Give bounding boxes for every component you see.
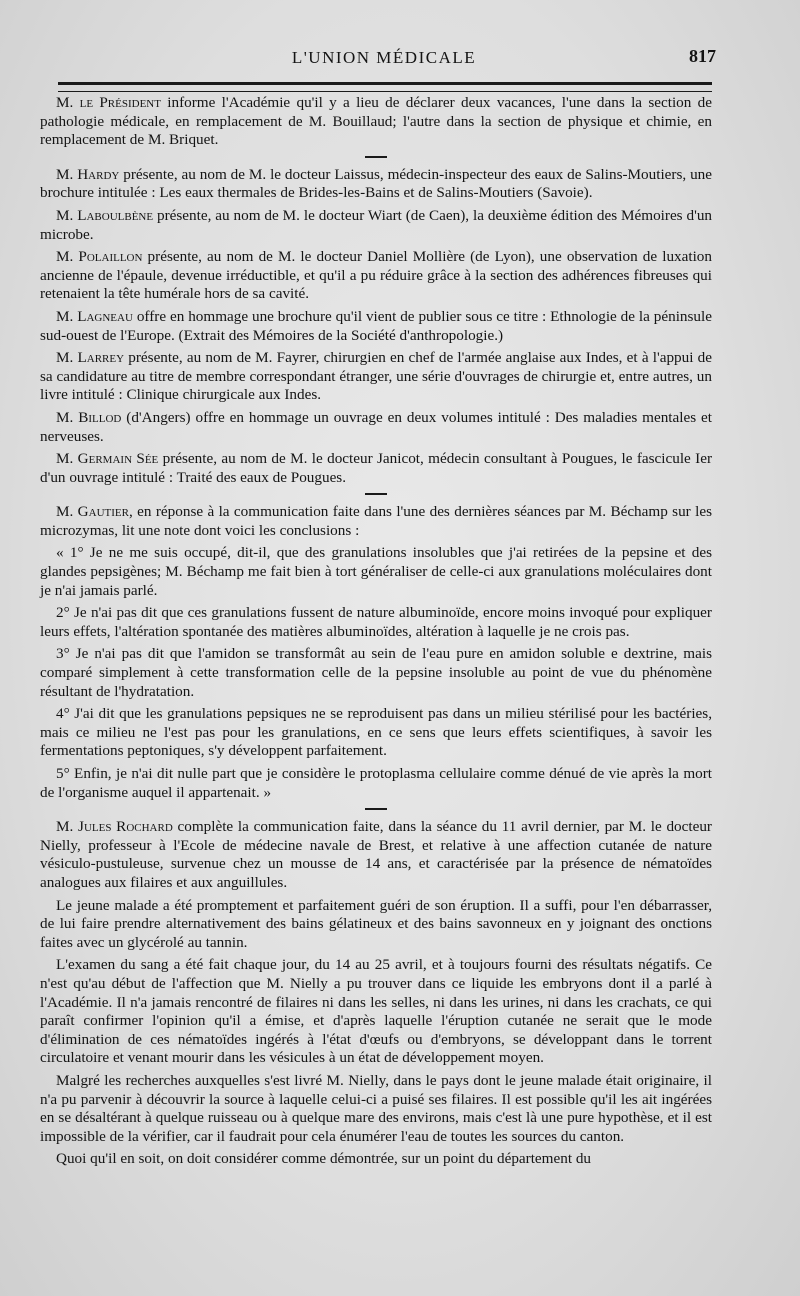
paragraph-text: présente, au nom de M. le docteur Daniel Mollière (de Lyon), une observation de luxation ancienne de l'épaule, devenue irréductible, et qu'il a pu réduire grâce à la section des adhérences fibreuses qui retenaient la tête humérale hors de sa cavité. (40, 248, 712, 303)
paragraph (40, 544, 712, 600)
paragraph-text: (d'Angers) offre en hommage un ouvrage en deux volumes intitulé : Des maladies mentales et nerveuses. (40, 408, 713, 445)
speaker-name: M. Jules Rochard (56, 818, 173, 836)
paragraph (40, 248, 712, 304)
paragraph (40, 1072, 712, 1146)
paragraph-text: complète la communication faite, dans la séance du 11 avril dernier, par M. le docteur Nielly, professeur à l'Ecole de médecine navale de Brest, et relative à une affection cutanée de nature vésiculo-pustuleuse, survenue chez un mousse de 14 ans, et caractérisée par la présence de nématoïdes analogues aux filaires et aux anguillules. (40, 818, 712, 891)
paragraph (40, 450, 712, 487)
paragraph (40, 503, 712, 540)
speaker-name: M. Gautier (56, 503, 129, 521)
speaker-name: M. Hardy (56, 165, 120, 183)
paragraph (40, 409, 712, 446)
speaker-name: M. Larrey (56, 349, 125, 367)
article-body (40, 94, 712, 1173)
separator-rule (365, 808, 387, 810)
paragraph (40, 818, 712, 892)
paragraph (40, 94, 712, 150)
paragraph-text: « 1° Je ne me suis occupé, dit-il, que des granulations insolubles que j'ai retirées de la pepsine et des glandes pepsigènes; M. Béchamp me fait bien à tort généraliser de celle-ci aux granulations moléculaires dont je n'ai jamais parlé. (40, 544, 712, 599)
paragraph (40, 765, 712, 802)
paragraph (40, 645, 712, 701)
paragraph (40, 1150, 712, 1169)
speaker-name: M. Billod (56, 408, 122, 426)
paragraph-text: informe l'Académie qu'il y a lieu de déclarer deux vacances, l'une dans la section de pathologie médicale, en remplacement de M. Bouillaud; l'autre dans la section de physique et chimie, en remplacement de M. Briquet. (40, 94, 712, 149)
speaker-name: M. Germain Sée (56, 450, 159, 468)
page-number: 817 (689, 46, 716, 66)
paragraph-text: présente, au nom de M. le docteur Wiart (de Caen), la deuxième édition des Mémoires d'un microbe. (40, 206, 713, 243)
separator-rule (365, 493, 387, 495)
paragraph-text: L'examen du sang a été fait chaque jour, du 14 au 25 avril, et à toujours fourni des résultats négatifs. Ce n'est qu'au début de l'affection que M. Nielly a pu trouver dans ce liquide les embryons dont il a parlé à l'Académie. Il n'a jamais rencontré de filaires ni dans les selles, ni dans les urines, ni dans les crachats, ce qui paraît confirmer l'opinion qu'il a émise, et d'après laquelle l'éruption cutanée ne serait que le mode d'élimination de ces nématoïdes ingérés à l'état d'œufs ou d'embryons, se développant dans le torrent circulatoire et venant mourir dans les vésicules à un état de développement moyen. (40, 956, 712, 1067)
speaker-name: M. le Président (56, 94, 161, 111)
paragraph-text: Le jeune malade a été promptement et parfaitement guéri de son éruption. Il a suffi, pour l'en débarrasser, de lui faire prendre alternativement des bains gélatineux et des bains savonneux en y joignant des onctions faites avec un glycérolé au tannin. (40, 896, 712, 951)
speaker-name: M. Laboulbène (56, 206, 154, 224)
speaker-name: M. Polaillon (56, 248, 143, 266)
paragraph-text: présente, au nom de M. Fayrer, chirurgien en chef de l'armée anglaise aux Indes, et à l'appui de sa candidature au titre de membre correspondant étranger, une série d'ouvrages de chirurgie et, entre autres, un livre intitulé : Clinique chirurgicale aux Indes. (40, 349, 712, 404)
page-header (58, 46, 716, 76)
paragraph (40, 604, 712, 641)
paragraph-text: 3° Je n'ai pas dit que l'amidon se transformât au sein de l'eau pure en amidon soluble e dextrine, mais comparé simplement à cette transformation celle de la pepsine insoluble au point de vue du phénomène résultant de l'hydratation. (40, 645, 712, 700)
paragraph-text: Quoi qu'il en soit, on doit considérer comme démontrée, sur un point du département du (56, 1150, 592, 1168)
paragraph (40, 308, 712, 345)
paragraph (40, 705, 712, 761)
running-head: L'UNION MÉDICALE (291, 48, 477, 67)
header-rule (58, 82, 712, 92)
paragraph-text: 2° Je n'ai pas dit que ces granulations fussent de nature albuminoïde, encore moins invoqué pour expliquer leurs effets, l'altération spontanée des matières albuminoïdes, altération à laquelle je ne crois pas. (40, 604, 712, 640)
paragraph (40, 166, 712, 203)
paragraph-text: , en réponse à la communication faite dans l'une des dernières séances par M. Béchamp sur les microzymas, lit une note dont voici les conclusions : (40, 503, 712, 539)
paragraph (40, 956, 712, 1068)
paragraph-text: 5° Enfin, je n'ai dit nulle part que je considère le protoplasma cellulaire comme dénué de vie après la mort de l'organisme auquel il appartenait. » (40, 765, 712, 801)
speaker-name: M. Lagneau (56, 307, 133, 325)
separator-rule (365, 156, 387, 158)
paragraph (40, 349, 712, 405)
paragraph-text: présente, au nom de M. le docteur Janicot, médecin consultant à Pougues, le fascicule Ier d'un ouvrage intitulé : Traité des eaux de Pougues. (40, 450, 712, 486)
paragraph-text: 4° J'ai dit que les granulations pepsiques ne se reproduisent pas dans un milieu stérilisé pour les bactéries, mais ce milieu ne l'est pas pour les granulations, en ce sens que leurs effets scientifiques, à savoir les fermentations peptoniques, s'y développent parfaitement. (40, 705, 712, 760)
paragraph-text: Malgré les recherches auxquelles s'est livré M. Nielly, dans le pays dont le jeune malade était originaire, il n'a pu parvenir à découvrir la source à laquelle celui-ci a puisé ses filaires. Il est possible qu'il les ait ingérées en se désaltérant à quelque ruisseau ou à quelque mare des environs, mais c'est là une pure hypothèse, et il est impossible de la vérifier, car il faudrait pour cela énumérer l'eau de toutes les sources du canton. (40, 1071, 712, 1145)
paragraph (40, 897, 712, 953)
paragraph-text: offre en hommage une brochure qu'il vient de publier sous ce titre : Ethnologie de la péninsule sud-ouest de l'Europe. (Extrait des Mémoires de la Société d'anthropologie.) (40, 307, 712, 344)
paragraph-text: présente, au nom de M. le docteur Laissus, médecin-inspecteur des eaux de Salins-Moutiers, une brochure intitulée : Les eaux thermales de Brides-les-Bains et de Salins-Moutiers (Savoie). (40, 165, 713, 202)
paragraph (40, 207, 712, 244)
